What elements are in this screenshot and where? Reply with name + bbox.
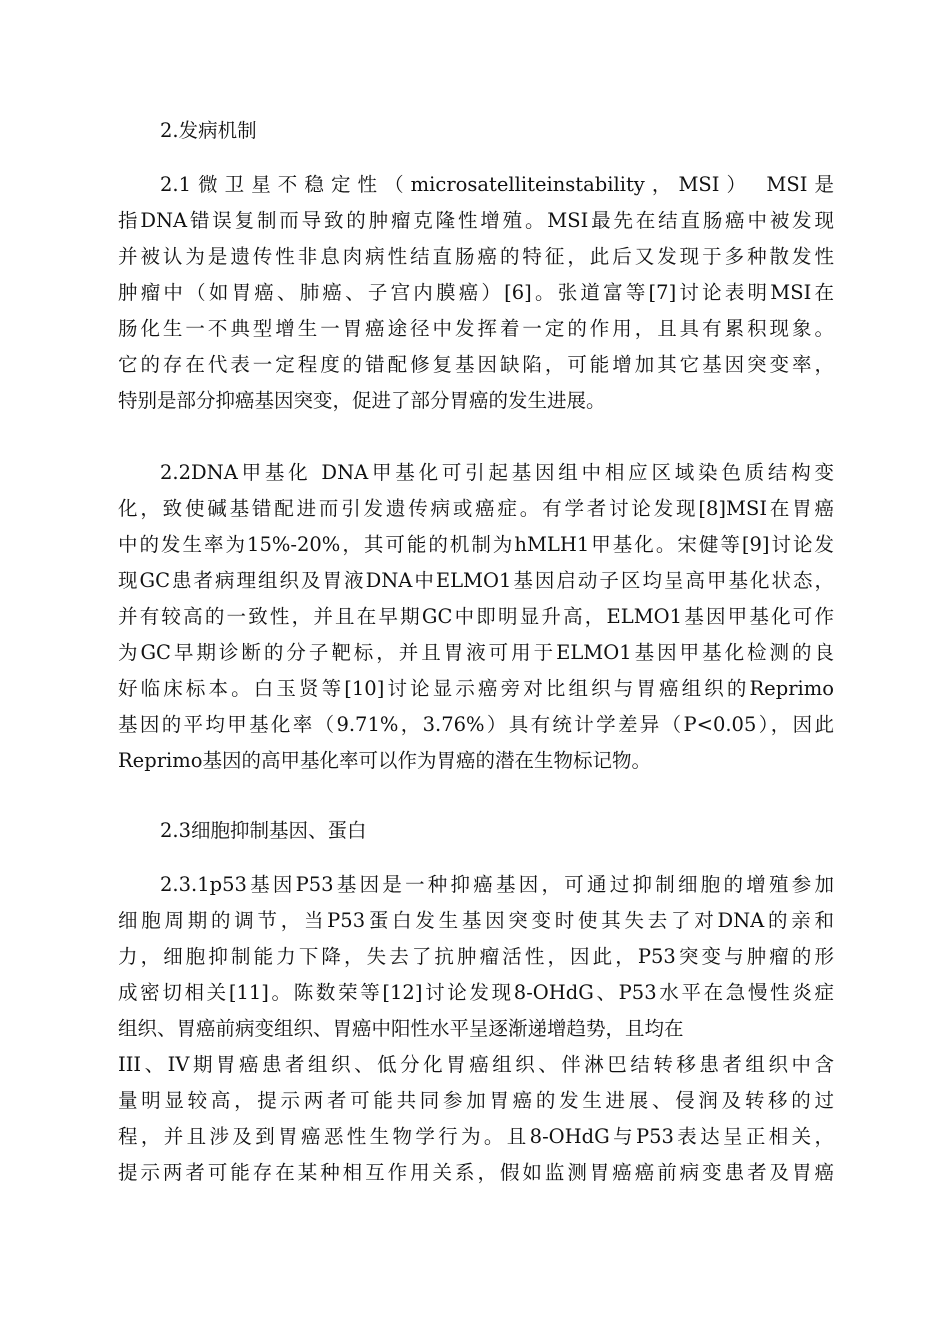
text-line: 它的存在代表一定程度的错配修复基因缺陷，可能增加其它基因突变率， (118, 353, 834, 376)
paragraph-msi (118, 167, 834, 419)
text-line: 细胞周期的调节，当P53蛋白发生基因突变时使其失去了对DNA的亲和 (118, 909, 834, 932)
text-line: 组织、胃癌前病变组织、胃癌中阳性水平呈逐渐递增趋势，且均在 (118, 1017, 684, 1040)
heading-text: 2.3细胞抑制基因、蛋白 (160, 819, 367, 842)
text-line: 为GC早期诊断的分子靶标，并且胃液可用于ELMO1基因甲基化检测的良 (118, 641, 834, 664)
paragraph-p53-gene (118, 867, 834, 1191)
text-line: 2.3.1p53基因P53基因是一种抑癌基因，可通过抑制细胞的增殖参加 (160, 873, 834, 896)
section-heading-pathogenesis (118, 113, 834, 149)
text-line: 肿瘤中（如胃癌、肺癌、子宫内膜癌）[6]。张道富等[7]讨论表明MSI在 (118, 281, 834, 304)
text-line: 并有较高的一致性，并且在早期GC中即明显升高，ELMO1基因甲基化可作 (118, 605, 834, 628)
text-line: 化，致使碱基错配进而引发遗传病或癌症。有学者讨论发现[8]MSI在胃癌 (118, 497, 834, 520)
text-line: 肠化生一不典型增生一胃癌途径中发挥着一定的作用，且具有累积现象。 (118, 317, 834, 340)
paragraph-dna-methylation (118, 455, 834, 779)
text-line: 提示两者可能存在某种相互作用关系，假如监测胃癌癌前病变患者及胃癌 (118, 1161, 834, 1184)
text-line: 成密切相关[11]。陈数荣等[12]讨论发现8-OHdG、P53水平在急慢性炎症 (118, 981, 834, 1004)
text-line: 力，细胞抑制能力下降，失去了抗肿瘤活性，因此，P53突变与肿瘤的形 (118, 945, 834, 968)
text-line: 好临床标本。白玉贤等[10]讨论显示癌旁对比组织与胃癌组织的Reprimo (118, 677, 834, 700)
text-line: 指DNA错误复制而导致的肿瘤克隆性增殖。MSI最先在结直肠癌中被发现 (118, 209, 834, 232)
text-line: 程，并且涉及到胃癌恶性生物学行为。且8-OHdG与P53表达呈正相关， (118, 1125, 834, 1148)
section-heading-suppressor-genes (118, 813, 834, 849)
text-line: 中的发生率为15%-20%，其可能的机制为hMLH1甲基化。宋健等[9]讨论发 (118, 533, 834, 556)
text-line: III、IV期胃癌患者组织、低分化胃癌组织、伴淋巴结转移患者组织中含 (118, 1053, 834, 1076)
text-line: 量明显较高，提示两者可能共同参加胃癌的发生进展、侵润及转移的过 (118, 1089, 834, 1112)
text-line: 并被认为是遗传性非息肉病性结直肠癌的特征，此后又发现于多种散发性 (118, 245, 834, 268)
text-line: 2.1微卫星不稳定性（microsatelliteinstability，MSI） MSI是 (160, 173, 834, 196)
text-line: 现GC患者病理组织及胃液DNA中ELMO1基因启动子区均呈高甲基化状态， (118, 569, 834, 592)
text-line: 特别是部分抑癌基因突变，促进了部分胃癌的发生进展。 (118, 389, 606, 412)
text-line: Reprimo基因的高甲基化率可以作为胃癌的潜在生物标记物。 (118, 749, 651, 772)
text-line: 基因的平均甲基化率（9.71%，3.76%）具有统计学差异（P<0.05），因此 (118, 713, 834, 736)
heading-text: 2.发病机制 (160, 119, 257, 142)
text-line: 2.2DNA甲基化 DNA甲基化可引起基因组中相应区域染色质结构变 (160, 461, 834, 484)
